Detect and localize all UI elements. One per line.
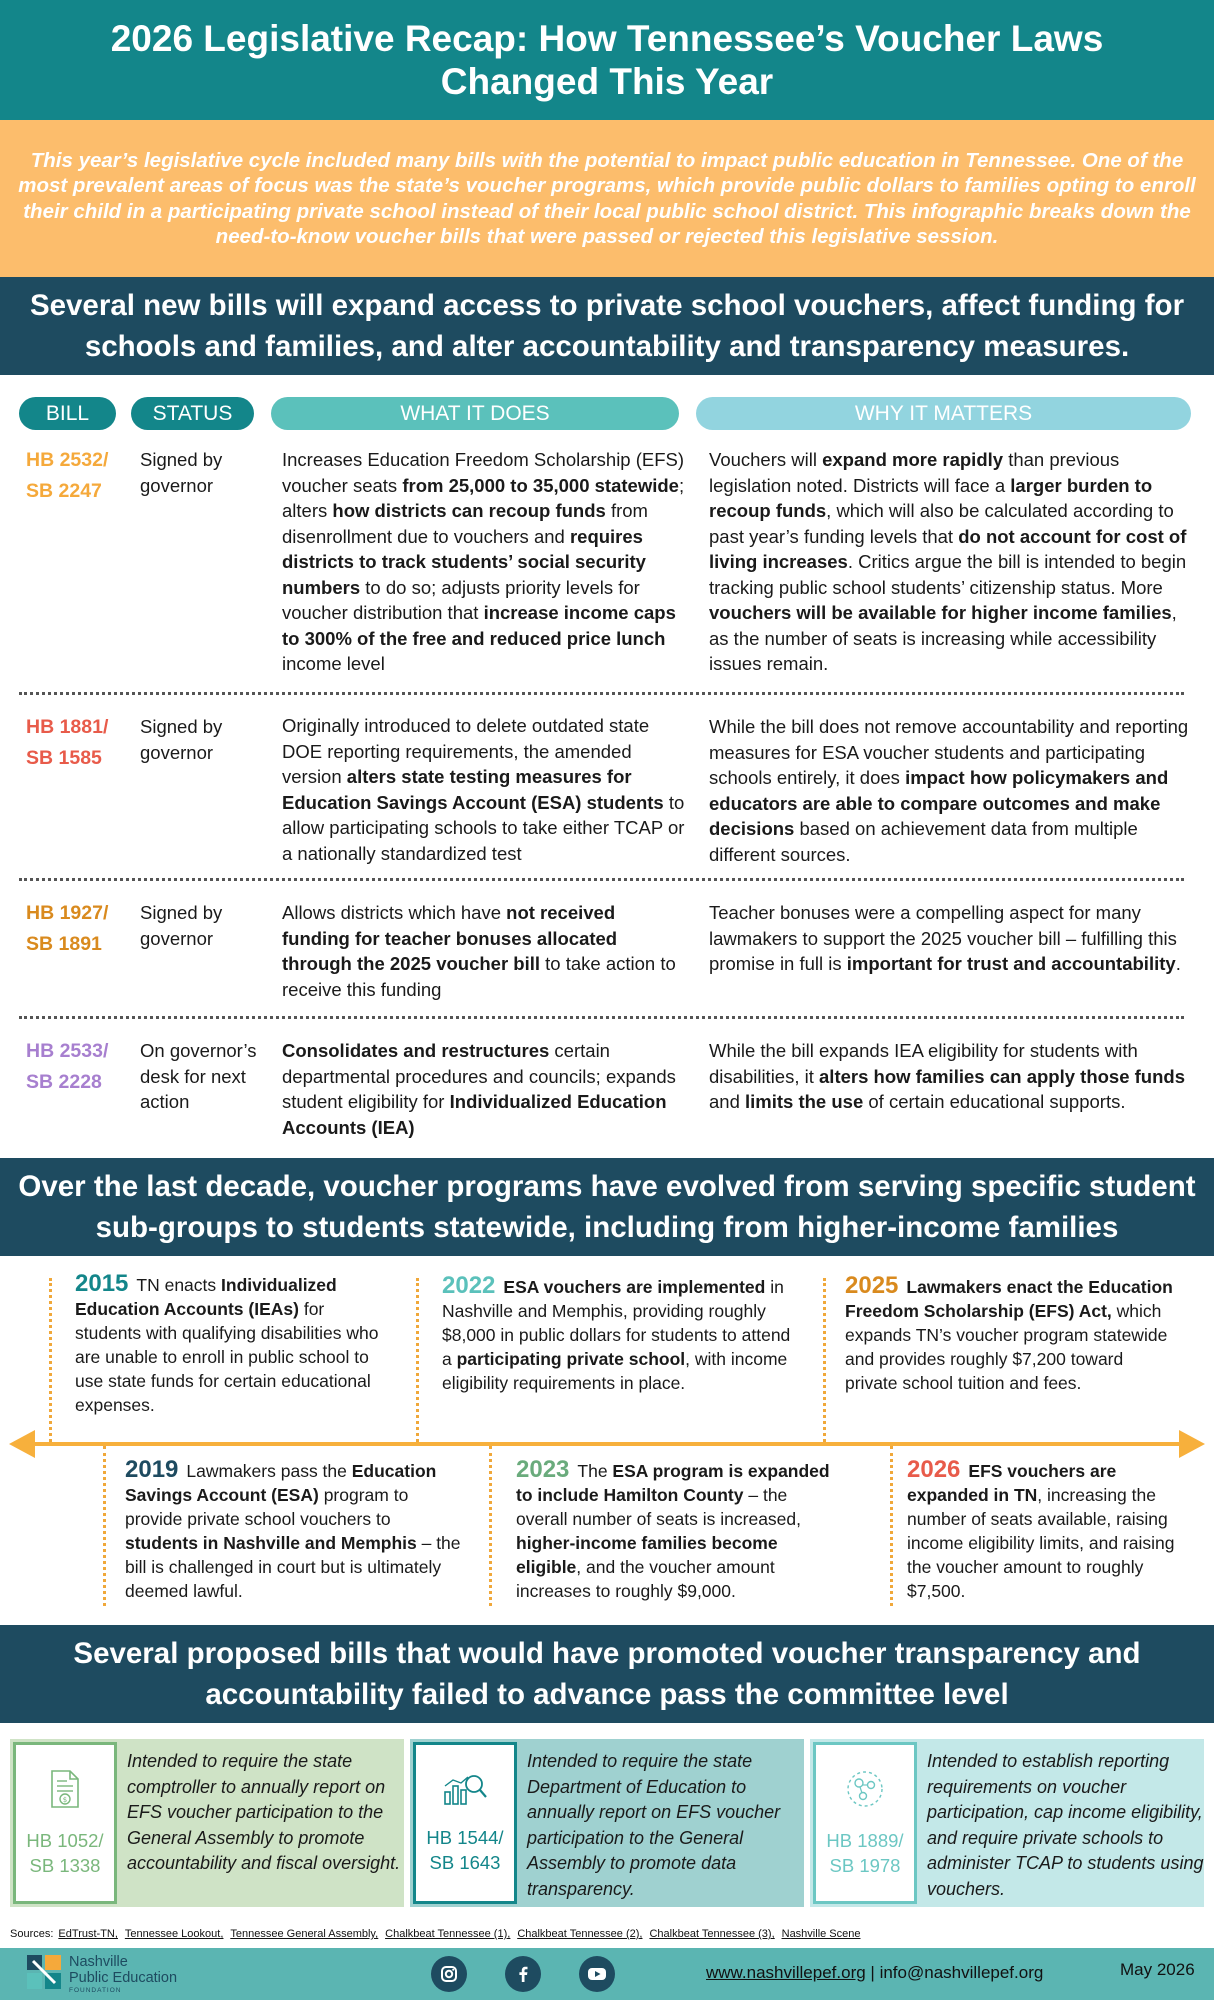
bill-number: HB 1927/ SB 1891: [26, 902, 109, 955]
timeline-year: 2015: [75, 1270, 129, 1297]
bill-why-it-matters: Teacher bonuses were a compelling aspect for many lawmakers to support the 2025 voucher bill – fulfilling this promise in full is important for trust and accountability.: [709, 902, 1181, 974]
timeline-event: 2019 Lawmakers pass the Education Savings Account (ESA) program to provide private school vouchers to students in Nashville and Memphis – the bill is challenged in court but is ultimately deemed lawful.: [125, 1456, 461, 1601]
failed-bill-description: Intended to require the state comptroller to annually report on EFS voucher participation to the General Assembly to promote accountability and fiscal oversight.: [127, 1751, 401, 1873]
arrow-left-icon: [9, 1430, 35, 1458]
footer: [0, 1948, 1214, 2000]
intro-banner: [0, 120, 1214, 277]
source-link[interactable]: Tennessee Lookout,: [124, 1928, 224, 1940]
column-header-what: WHAT IT DOES: [271, 397, 679, 430]
failed-bill-description: Intended to require the state Department of Education to annually report on EFS voucher participation to the General Assembly to promote data transparency.: [527, 1751, 781, 1899]
bill-status: Signed by governor: [140, 902, 223, 949]
failed-bill-card: [410, 1739, 804, 1907]
source-link[interactable]: Chalkbeat Tennessee (2),: [517, 1928, 643, 1940]
failed-bill-badge: [813, 1742, 917, 1904]
timeline-connector: [489, 1446, 492, 1606]
nashville-pef-logo-icon: [27, 1955, 61, 1989]
chart-magnifier-icon: [442, 1772, 488, 1825]
bill-why-it-matters: Vouchers will expand more rapidly than previous legislation noted. Districts will face a larger burden to recoup funds, which will also be calculated according to past year’s funding levels that do not account for cost of living increases. Critics argue the bill is intended to begin tracking public school students’ citizenship status. More vouchers will be available for higher income families, as the number of seats is increasing while accessibility issues remain.: [709, 449, 1187, 674]
failed-bill-number: HB 1544/ SB 1643: [426, 1826, 504, 1873]
contact-line: www.nashvillepef.org | info@nashvillepef.org: [706, 1963, 1044, 1982]
timeline-year: 2026: [907, 1456, 961, 1483]
bill-number: HB 1881/ SB 1585: [26, 716, 109, 769]
timeline-event: 2023 The ESA program is expanded to include Hamilton County – the overall number of seats is increased, higher-income families become eligible, and the voucher amount increases to roughly $9,000.: [516, 1456, 830, 1601]
timeline-connector: [890, 1446, 893, 1606]
column-header-status: STATUS: [131, 397, 254, 430]
bill-why-it-matters: While the bill expands IEA eligibility for students with disabilities, it alters how families can apply those funds and limits the use of certain educational supports.: [709, 1040, 1185, 1112]
row-divider: [19, 1016, 1184, 1019]
title-banner: [0, 0, 1214, 120]
timeline-event: 2015 TN enacts Individualized Education Accounts (IEAs) for students with qualifying disabilities who are unable to enroll in public school to use state funds for certain educational expenses.: [75, 1270, 379, 1415]
instagram-icon[interactable]: [431, 1956, 467, 1992]
timeline-event: 2026 EFS vouchers are expanded in TN, increasing the number of seats available, raising income eligibility limits, and raising the voucher amount to roughly $7,500.: [907, 1456, 1175, 1601]
bill-status: Signed by governor: [140, 449, 223, 496]
source-link[interactable]: Tennessee General Assembly,: [230, 1928, 379, 1940]
facebook-icon[interactable]: [505, 1956, 541, 1992]
failed-bill-number: HB 1889/ SB 1978: [826, 1829, 904, 1876]
timeline-year: 2023: [516, 1456, 570, 1483]
column-header-why: WHY IT MATTERS: [696, 397, 1191, 430]
intro-text: This year’s legislative cycle included many bills with the potential to impact public education in Tennessee. One of the most prevalent areas of focus was the state’s voucher programs, which provide public dollars to families opting to enroll their child in a participating private school instead of their local public school district. This infographic breaks down the need-to-know voucher bills that were passed or rejected this legislative session.: [18, 148, 1196, 248]
sources-line: Sources: EdTrust-TN, Tennessee Lookout, Tennessee General Assembly, Chalkbeat Tennessee (1), Chalkbeat Tennessee (2), Chalkbeat Tennessee (3), Nashville Scene: [10, 1928, 861, 1940]
bill-status: On governor’s desk for next action: [140, 1040, 257, 1112]
section-heading-new-bills: Several new bills will expand access to private school vouchers, affect funding for schools and families, and alter accountability and transparency measures.: [0, 277, 1214, 375]
bill-what-it-does: Allows districts which have not received funding for teacher bonuses allocated through the 2025 voucher bill to take action to receive this funding: [282, 902, 676, 1000]
section-heading-timeline: Over the last decade, voucher programs have evolved from serving specific student sub-groups to students statewide, including from higher-income families: [0, 1158, 1214, 1256]
timeline-axis: [30, 1442, 1184, 1446]
timeline-year: 2019: [125, 1456, 179, 1483]
failed-bill-number: HB 1052/ SB 1338: [26, 1829, 104, 1876]
timeline-event: 2025 Lawmakers enact the Education Freedom Scholarship (EFS) Act, which expands TN’s voucher program statewide and provides roughly $7,200 toward private school tuition and fees.: [845, 1272, 1173, 1393]
bill-what-it-does: Increases Education Freedom Scholarship (EFS) voucher seats from 25,000 to 35,000 statewide; alters how districts can recoup funds from disenrollment due to vouchers and requires districts to track students’ social security numbers to do so; adjusts priority levels for voucher distribution that increase income caps to 300% of the free and reduced price lunch income level: [282, 449, 685, 674]
source-link[interactable]: EdTrust-TN,: [58, 1928, 118, 1940]
website-link[interactable]: www.nashvillepef.org: [706, 1963, 866, 1982]
bill-why-it-matters: While the bill does not remove accountability and reporting measures for ESA voucher students and participating schools entirely, it does impact how policymakers and educators are able to compare outcomes and make decisions based on achievement data from multiple different sources.: [709, 716, 1189, 865]
row-divider: [19, 692, 1184, 695]
bill-what-it-does: Consolidates and restructures certain departmental procedures and councils; expands student eligibility for Individualized Education Accounts (IEA): [282, 1040, 676, 1138]
svg-text:$: $: [62, 1795, 68, 1804]
failed-bill-card: [810, 1739, 1204, 1907]
timeline-connector: [823, 1278, 826, 1442]
source-link[interactable]: Chalkbeat Tennessee (3),: [649, 1928, 775, 1940]
source-link[interactable]: Nashville Scene: [781, 1928, 861, 1940]
section-heading-failed-bills: Several proposed bills that would have promoted voucher transparency and accountability failed to advance pass the committee level: [0, 1625, 1214, 1723]
org-name: Nashville Public Education FOUNDATION: [69, 1954, 178, 1994]
failed-bill-card: [10, 1739, 404, 1907]
bill-number: HB 2533/ SB 2228: [26, 1040, 109, 1093]
timeline-year: 2025: [845, 1272, 899, 1299]
source-link[interactable]: Chalkbeat Tennessee (1),: [385, 1928, 511, 1940]
page-title: 2026 Legislative Recap: How Tennessee’s Voucher Laws Changed This Year: [110, 18, 1104, 102]
failed-bill-description: Intended to establish reporting requirements on voucher participation, cap income eligibility, and require private schools to administer TCAP to students using vouchers.: [927, 1751, 1204, 1899]
timeline-event: 2022 ESA vouchers are implemented in Nashville and Memphis, providing roughly $8,000 in public dollars for students to attend a participating private school, with income eligibility requirements in place.: [442, 1272, 791, 1393]
email-link[interactable]: info@nashvillepef.org: [879, 1963, 1044, 1982]
failed-bill-badge: [13, 1742, 117, 1904]
publish-date: May 2026: [1120, 1960, 1195, 1979]
column-header-bill: BILL: [19, 397, 116, 430]
people-network-icon: [845, 1769, 885, 1828]
timeline-connector: [49, 1278, 52, 1442]
bill-status: Signed by governor: [140, 716, 223, 763]
arrow-right-icon: [1179, 1430, 1205, 1458]
document-dollar-icon: [48, 1769, 82, 1828]
timeline-year: 2022: [442, 1272, 496, 1299]
bill-number: HB 2532/ SB 2247: [26, 449, 109, 502]
bill-what-it-does: Originally introduced to delete outdated state DOE reporting requirements, the amended version alters state testing measures for Education Savings Account (ESA) students to allow participating schools to take either TCAP or a nationally standardized test: [282, 715, 685, 864]
failed-bill-badge: [413, 1742, 517, 1904]
timeline-connector: [416, 1278, 419, 1442]
youtube-icon[interactable]: [579, 1956, 615, 1992]
row-divider: [19, 878, 1184, 881]
timeline-connector: [103, 1446, 106, 1606]
